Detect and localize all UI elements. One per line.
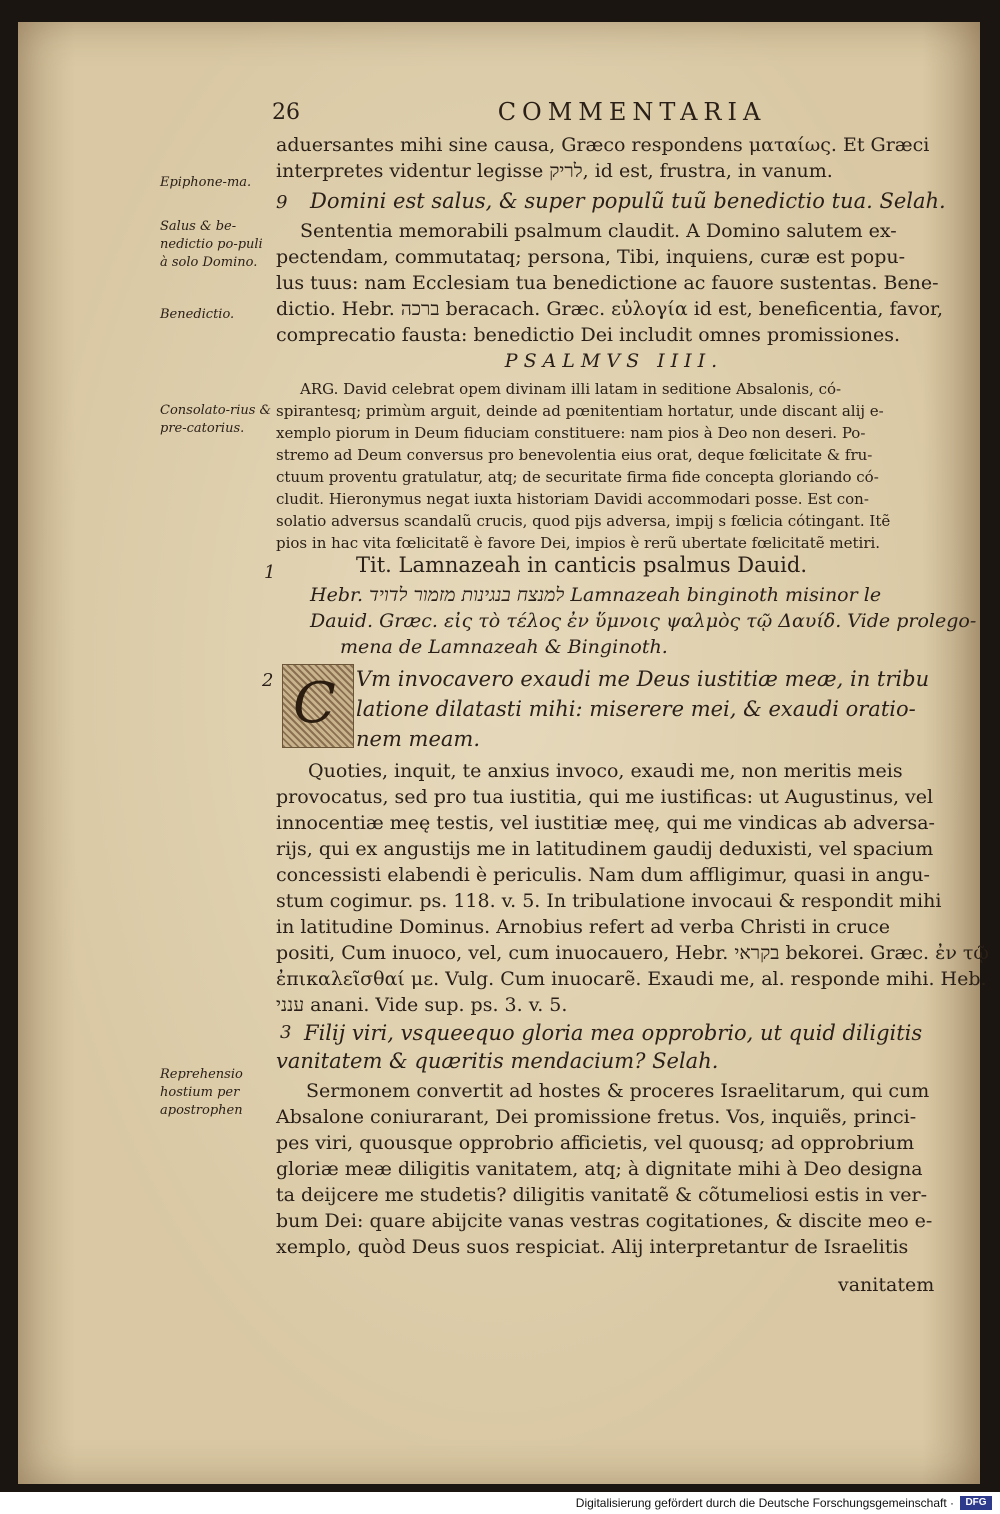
- running-title: COMMENTARIA: [497, 98, 767, 126]
- text-line: xemplo, quòd Deus suos respiciat. Alij interpretantur de Israelitis: [276, 1236, 909, 1258]
- margin-note-epiphonema: Epiphone-ma.: [160, 175, 252, 190]
- text-line: gloriæ meæ diligitis vanitatem, atq; à dignitate mihi à Deo designa: [276, 1158, 923, 1180]
- text-line: pectendam, commutataq; persona, Tibi, inquiens, curæ est popu-: [276, 246, 906, 268]
- psalm-title: PSALMVS IIII.: [504, 350, 724, 372]
- text-line: innocentiæ meę testis, vel iustitiæ meę, qui me vindicas ab adversa-: [276, 812, 935, 834]
- verse-text: latione dilatasti mihi: miserere mei, & exaudi oratio-: [356, 697, 916, 721]
- verse-text: nem meam.: [356, 727, 480, 751]
- text-line: rijs, qui ex angustijs me in latitudinem gaudij deduxisti, vel spacium: [276, 838, 934, 860]
- psalm-subtitle: Tit. Lamnazeah in canticis psalmus Dauid.: [356, 553, 808, 577]
- text-line: stum cogimur. ps. 118. v. 5. In tribulatione invocaui & respondit mihi: [276, 890, 942, 912]
- text-line: ἐπικαλεῖσθαί με. Vulg. Cum inuocarẽ. Exaudi me, al. responde mihi. Heb.: [276, 968, 987, 990]
- text-line: mena de Lamnazeah & Binginoth.: [340, 636, 668, 658]
- argument-line: ARG. David celebrat opem divinam illi latam in seditione Absalonis, có-: [300, 380, 842, 398]
- margin-note-salus: Salus & be-nedictio po-puli à solo Domino.: [160, 219, 263, 270]
- page-number: 26: [272, 100, 300, 125]
- text-line: positi, Cum inuoco, vel, cum inuocauero, Hebr. בקראי bekorei. Græc. ἐν τῷ: [276, 942, 989, 964]
- argument-line: pios in hac vita fœlicitatẽ è favore Dei, impios è rerũ ubertate fœlicitatẽ metiri.: [276, 534, 881, 552]
- verse-text: vanitatem & quæritis mendacium? Selah.: [276, 1049, 719, 1073]
- text-line: Quoties, inquit, te anxius invoco, exaudi me, non meritis meis: [308, 760, 903, 782]
- verse-heading: Domini est salus, & super populũ tuũ benedictio tua. Selah.: [310, 189, 946, 213]
- argument-line: solatio adversus scandalũ crucis, quod pijs adversa, impij s fœlicia cótingant. Itẽ: [276, 512, 891, 530]
- text-line: dictio. Hebr. ברכה beracach. Græc. εὐλογία id est, beneficentia, favor,: [276, 298, 944, 320]
- argument-line: xemplo piorum in Deum fiduciam constituere: nam pios à Deo non deseri. Po-: [276, 424, 866, 442]
- verse-number: 1: [264, 562, 276, 583]
- text-line: aduersantes mihi sine causa, Græco respondens ματαίως. Et Græci: [276, 134, 930, 156]
- text-line: ta deijcere me studetis? diligitis vanitatẽ & cõtumeliosi estis in ver-: [276, 1184, 927, 1206]
- verse-number: 2: [262, 670, 274, 691]
- argument-line: ctuum proventu gratulatur, atq; de securitate firma fide concepta gloriando có-: [276, 468, 879, 486]
- argument-line: spirantesq; primùm arguit, deinde ad pœnitentiam hortatur, unde discant alij e-: [276, 402, 884, 420]
- funding-notice: Digitalisierung gefördert durch die Deutsche Forschungsgemeinschaft ·: [575, 1496, 954, 1510]
- verse-text: Vm invocavero exaudi me Deus iustitiæ meæ, in tribu: [356, 667, 930, 691]
- argument-line: cludit. Hieronymus negat iuxta historiam Davidi accommodari posse. Est con-: [276, 490, 869, 508]
- verse-text: Filij viri, vsqueequo gloria mea opprobrio, ut quid diligitis: [304, 1021, 923, 1045]
- text-line: Absalone coniurarant, Dei promissione fretus. Vos, inquiẽs, princi-: [276, 1106, 917, 1128]
- margin-note-consolatorius: Consolato-rius & pre-catorius.: [160, 403, 272, 436]
- text-line: interpretes videntur legisse לריק, id est, frustra, in vanum.: [276, 160, 833, 182]
- margin-note-benedictio: Benedictio.: [160, 307, 235, 322]
- verse-number: 3: [280, 1022, 292, 1043]
- decorated-initial: [282, 664, 354, 748]
- text-line: provocatus, sed pro tua iustitia, qui me iustificas: ut Augustinus, vel: [276, 786, 934, 808]
- text-line: ענני anani. Vide sup. ps. 3. v. 5.: [276, 994, 568, 1016]
- page-header: [272, 98, 952, 132]
- text-line: Dauid. Græc. εἰς τὸ τέλος ἐν ὕμνοις ψαλμὸς τῷ Δαυίδ. Vide prolego-: [310, 610, 977, 632]
- argument-line: stremo ad Deum conversus pro benevolentia eius orat, deque fœlicitate & fru-: [276, 446, 873, 464]
- initial-letter: C: [293, 671, 336, 736]
- text-line: in latitudine Dominus. Arnobius refert ad verba Christi in cruce: [276, 916, 891, 938]
- dfg-logo[interactable]: DFG: [960, 1496, 992, 1510]
- verse-number: 9: [276, 192, 288, 213]
- text-line: bum Dei: quare abijcite vanas vestras cogitationes, & discite meo e-: [276, 1210, 933, 1232]
- text-line: comprecatio fausta: benedictio Dei includit omnes promissiones.: [276, 324, 901, 346]
- text-line: concessisti elabendi è periculis. Nam dum affligimur, quasi in angu-: [276, 864, 930, 886]
- text-line: lus tuus: nam Ecclesiam tua benedictione ac fauore sustentas. Bene-: [276, 272, 939, 294]
- catchword: vanitatem: [838, 1274, 935, 1296]
- margin-note-reprehensio: Reprehensio hostium per apostrophen: [160, 1067, 243, 1118]
- text-line: Hebr. למנצח בנגינות מזמור לדויד Lamnazeah binginoth misinor le: [310, 584, 882, 606]
- text-line: Sententia memorabili psalmum claudit. A Domino salutem ex-: [300, 220, 897, 242]
- text-line: pes viri, quousque opprobrio afficietis, vel quousq; ad opprobrium: [276, 1132, 915, 1154]
- text-line: Sermonem convertit ad hostes & proceres Israelitarum, qui cum: [306, 1080, 930, 1102]
